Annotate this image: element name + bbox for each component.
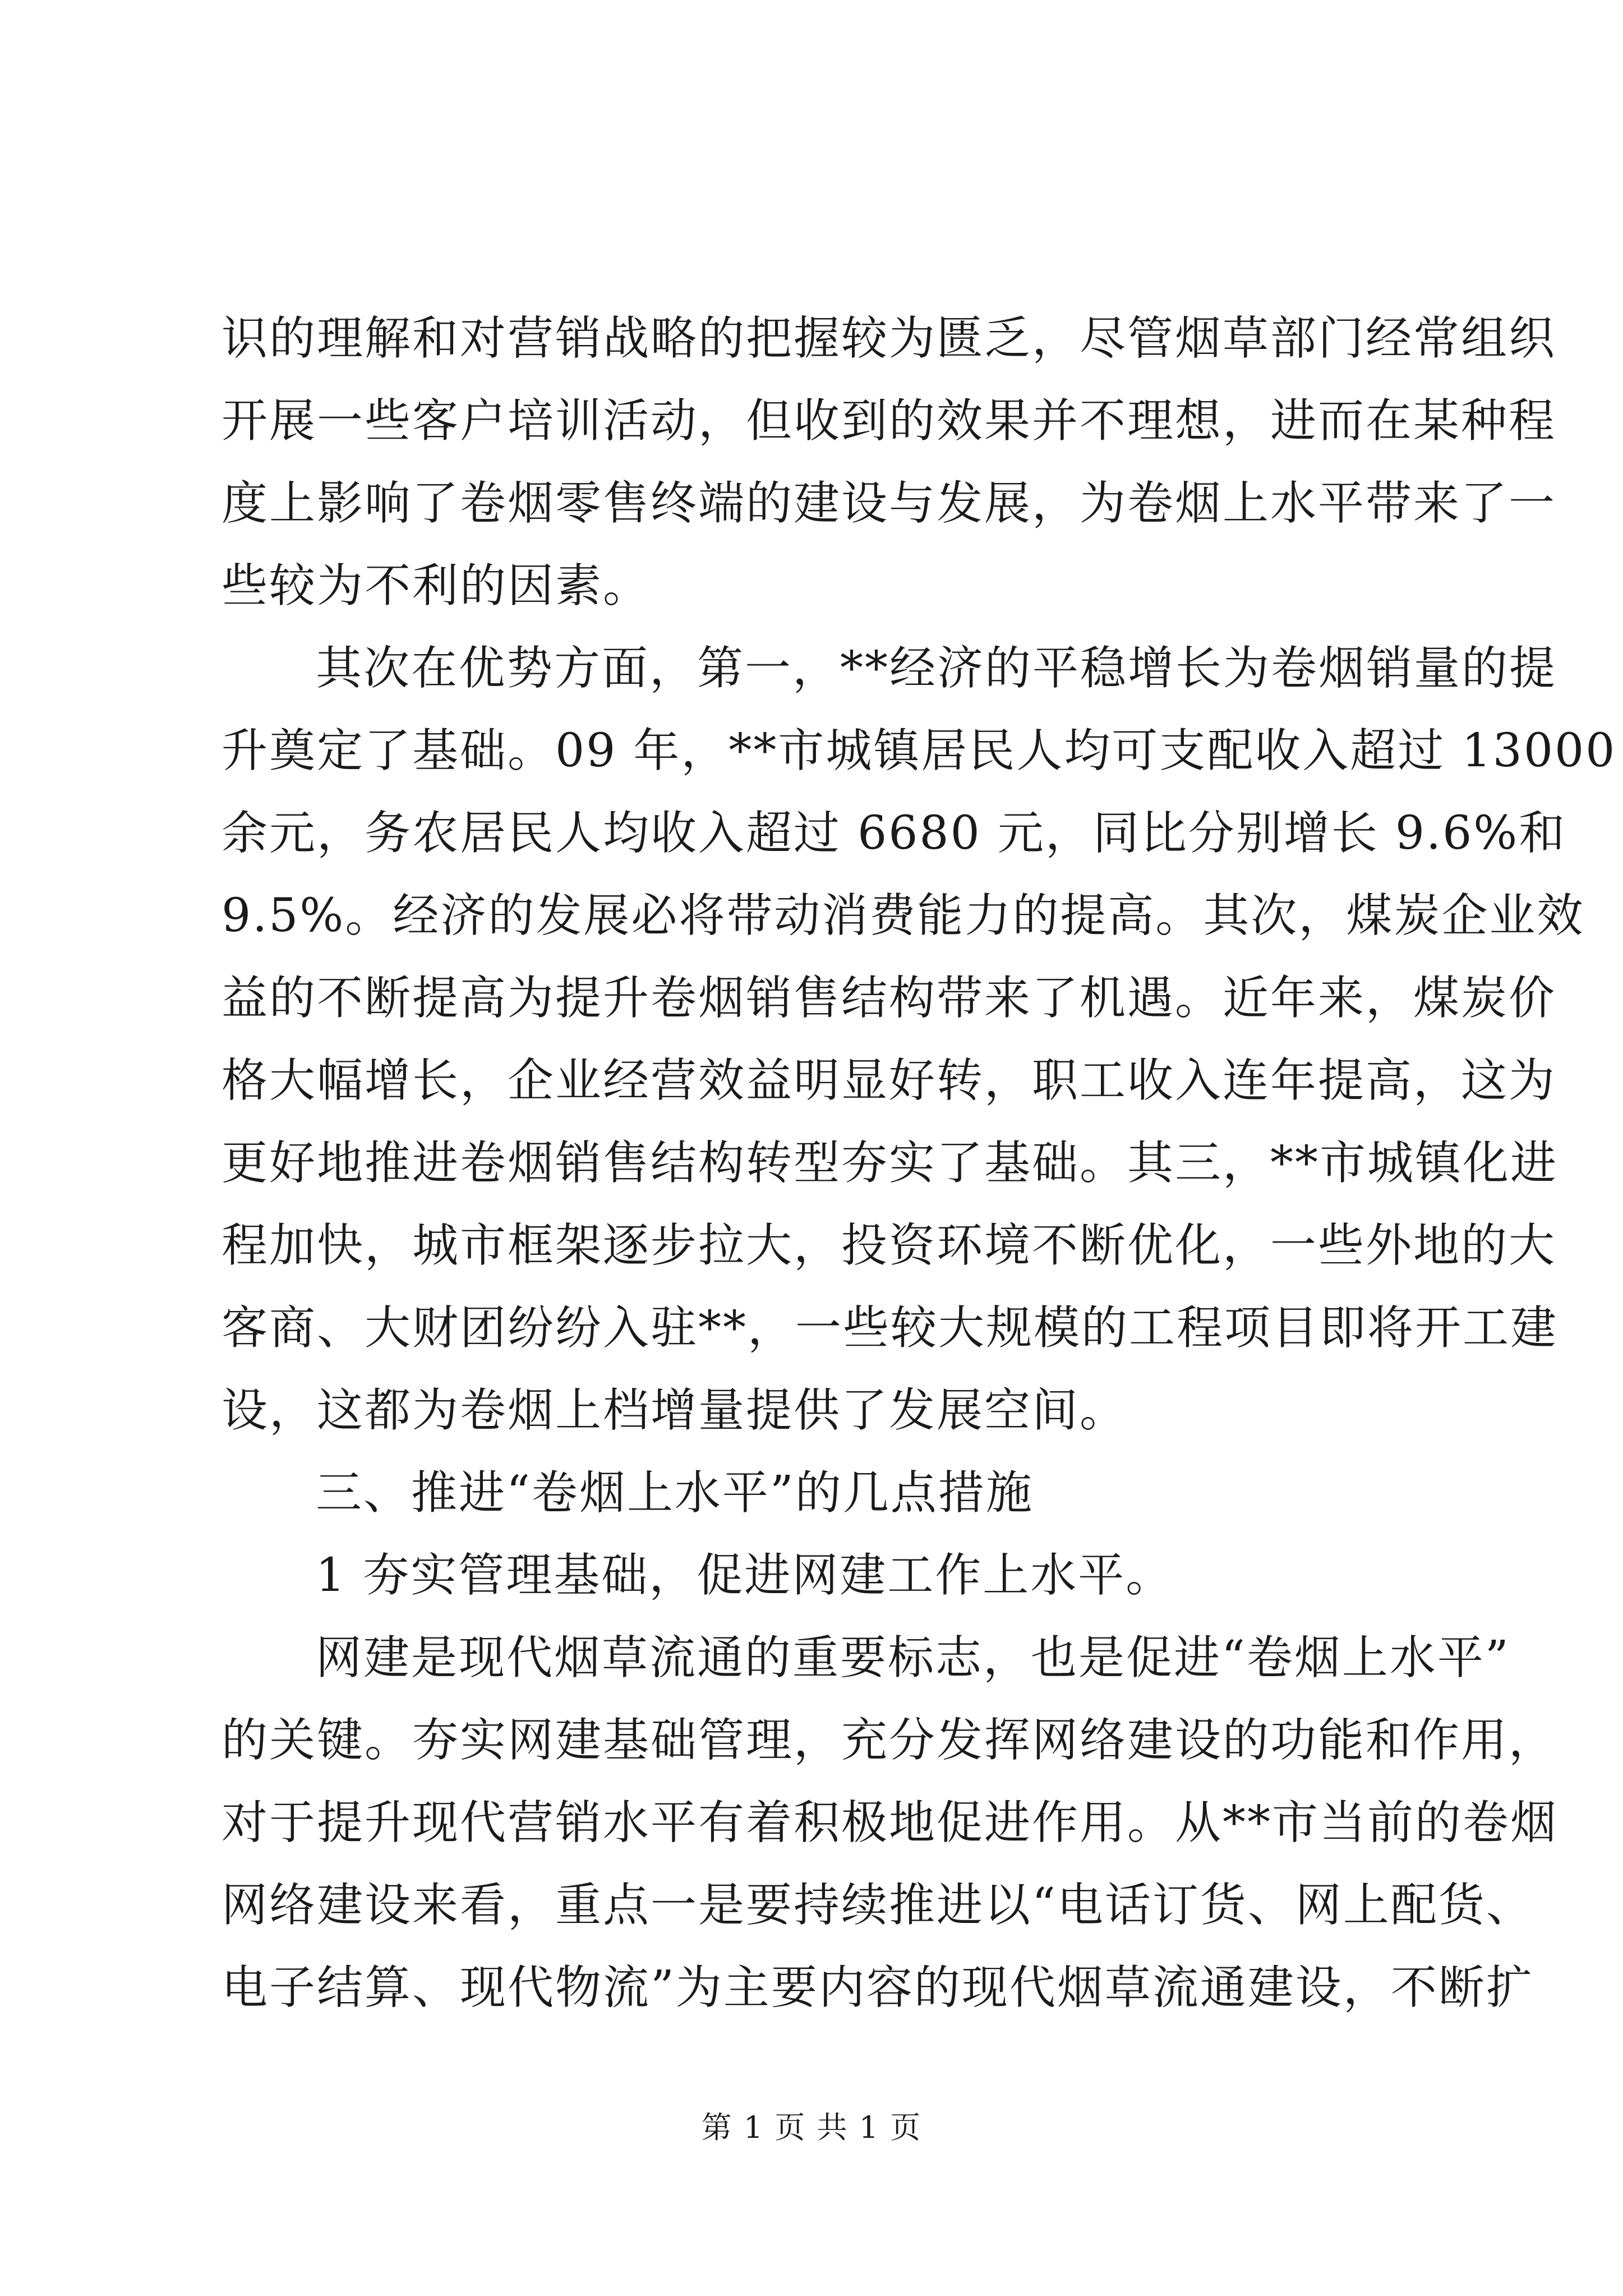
text-line: 升奠定了基础。09 年，**市城镇居民人均可支配收入超过 13000 bbox=[222, 724, 1617, 777]
text-line: 设，这都为卷烟上档增量提供了发展空间。 bbox=[222, 1384, 1128, 1437]
text-line: 9.5%。经济的发展必将带动消费能力的提高。其次，煤炭企业效 bbox=[222, 889, 1585, 942]
text-line: 些较为不利的因素。 bbox=[222, 559, 651, 613]
text-line: 客商、大财团纷纷入驻**，一些较大规模的工程项目即将开工建 bbox=[222, 1301, 1559, 1355]
text-line: 更好地推进卷烟销售结构转型夯实了基础。其三，**市城镇化进 bbox=[222, 1137, 1559, 1190]
subsection-heading: 1 夯实管理基础，促进网建工作上水平。 bbox=[316, 1549, 1174, 1602]
text-line: 余元，务农居民人均收入超过 6680 元，同比分别增长 9.6%和 bbox=[222, 807, 1567, 860]
document-body bbox=[222, 297, 1617, 2029]
text-line: 格大幅增长，企业经营效益明显好转，职工收入连年提高，这为 bbox=[222, 1054, 1557, 1107]
paragraph-start-line: 其次在优势方面，第一，**经济的平稳增长为卷烟销量的提 bbox=[316, 642, 1557, 695]
text-line: 对于提升现代营销水平有着积极地促进作用。从**市当前的卷烟 bbox=[222, 1796, 1559, 1849]
text-line: 识的理解和对营销战略的把握较为匮乏，尽管烟草部门经常组织 bbox=[222, 312, 1557, 365]
text-line: 电子结算、现代物流”为主要内容的现代烟草流通建设，不断扩 bbox=[222, 1961, 1534, 2014]
text-line: 度上影响了卷烟零售终端的建设与发展，为卷烟上水平带来了一 bbox=[222, 477, 1557, 530]
paragraph-start-line: 网建是现代烟草流通的重要标志，也是促进“卷烟上水平” bbox=[316, 1631, 1510, 1685]
text-line: 的关键。夯实网建基础管理，充分发挥网络建设的功能和作用， bbox=[222, 1714, 1557, 1767]
text-line: 程加快，城市框架逐步拉大，投资环境不断优化，一些外地的大 bbox=[222, 1219, 1557, 1272]
text-line: 开展一些客户培训活动，但收到的效果并不理想，进而在某种程 bbox=[222, 394, 1557, 448]
page-number-footer: 第 1 页 共 1 页 bbox=[701, 2110, 922, 2145]
text-line: 益的不断提高为提升卷烟销售结构带来了机遇。近年来，煤炭价 bbox=[222, 972, 1557, 1025]
text-line: 网络建设来看，重点一是要持续推进以“电话订货、网上配货、 bbox=[222, 1879, 1534, 1932]
section-heading: 三、推进“卷烟上水平”的几点措施 bbox=[316, 1466, 1034, 1520]
